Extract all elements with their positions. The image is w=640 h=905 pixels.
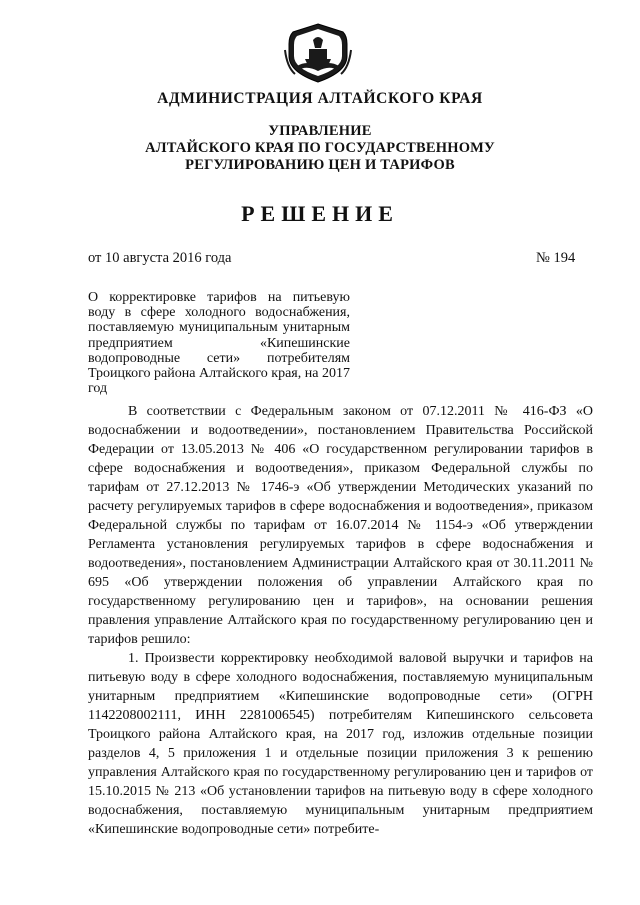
decision-subject: О корректировке тарифов на питьевую воду в сфере холодного водоснабжения, поставляемую муниципальным унитарным предприятием «Кипешинские водопроводные сети» потребителям Троицкого района Алтайского края, на 2017 год bbox=[88, 290, 350, 397]
decision-number: № 194 bbox=[536, 250, 576, 266]
administration-title: АДМИНИСТРАЦИЯ АЛТАЙСКОГО КРАЯ bbox=[157, 90, 483, 107]
department-line: АЛТАЙСКОГО КРАЯ ПО ГОСУДАРСТВЕННОМУ bbox=[145, 140, 495, 156]
decision-body bbox=[88, 402, 593, 839]
department-line: УПРАВЛЕНИЕ bbox=[268, 123, 372, 139]
coat-of-arms-icon bbox=[283, 22, 353, 84]
body-paragraph: В соответствии с Федеральным законом от 07.12.2011 № 416-ФЗ «О водоснабжении и водоотведении», постановлением Правительства Российской Федерации от 13.05.2013 № 406 «О государственном регулировании тарифов в сфере водоснабжения и водоотведения», приказом Федеральной службы по тарифам от 27.12.2013 № 1746-э «Об утверждении Методических указаний по расчету регулируемых тарифов в сфере водоснабжения и водоотведения», приказом Федеральной службы по тарифам от 16.07.2014 № 1154-э «Об утверждении Регламента установления регулируемых тарифов в сфере водоснабжения и водоотведения», постановлением Администрации Алтайского края от 30.11.2011 № 695 «Об утверждении положения об управлении Алтайского края по государственному регулированию цен и тарифов», на основании решения правления управление Алтайского края по государственному регулированию цен и тарифов решило: bbox=[88, 404, 593, 647]
document-type-title: РЕШЕНИЕ bbox=[241, 201, 399, 226]
body-paragraph: 1. Произвести корректировку необходимой валовой выручки и тарифов на питьевую воду в сфере холодного водоснабжения, поставляемую муниципальным унитарным предприятием «Кипешинские водопроводные сети» (ОГРН 1142208002111, ИНН 2281006545) потребителям Кипешинского сельсовета Троицкого района Алтайского края, на 2017 год, изложив отдельные позиции разделов 4, 5 приложения 1 и отдельные позиции приложения 3 к решению управления Алтайского края по государственному регулированию цен и тарифов от 15.10.2015 № 213 «Об установлении тарифов на питьевую воду в сфере холодного водоснабжения, поставляемую муниципальным унитарным предприятием «Кипешинские водопроводные сети» потребите- bbox=[88, 651, 593, 837]
department-line: РЕГУЛИРОВАНИЮ ЦЕН И ТАРИФОВ bbox=[185, 157, 455, 173]
decision-date: от 10 августа 2016 года bbox=[88, 250, 232, 266]
department-name bbox=[0, 123, 640, 174]
